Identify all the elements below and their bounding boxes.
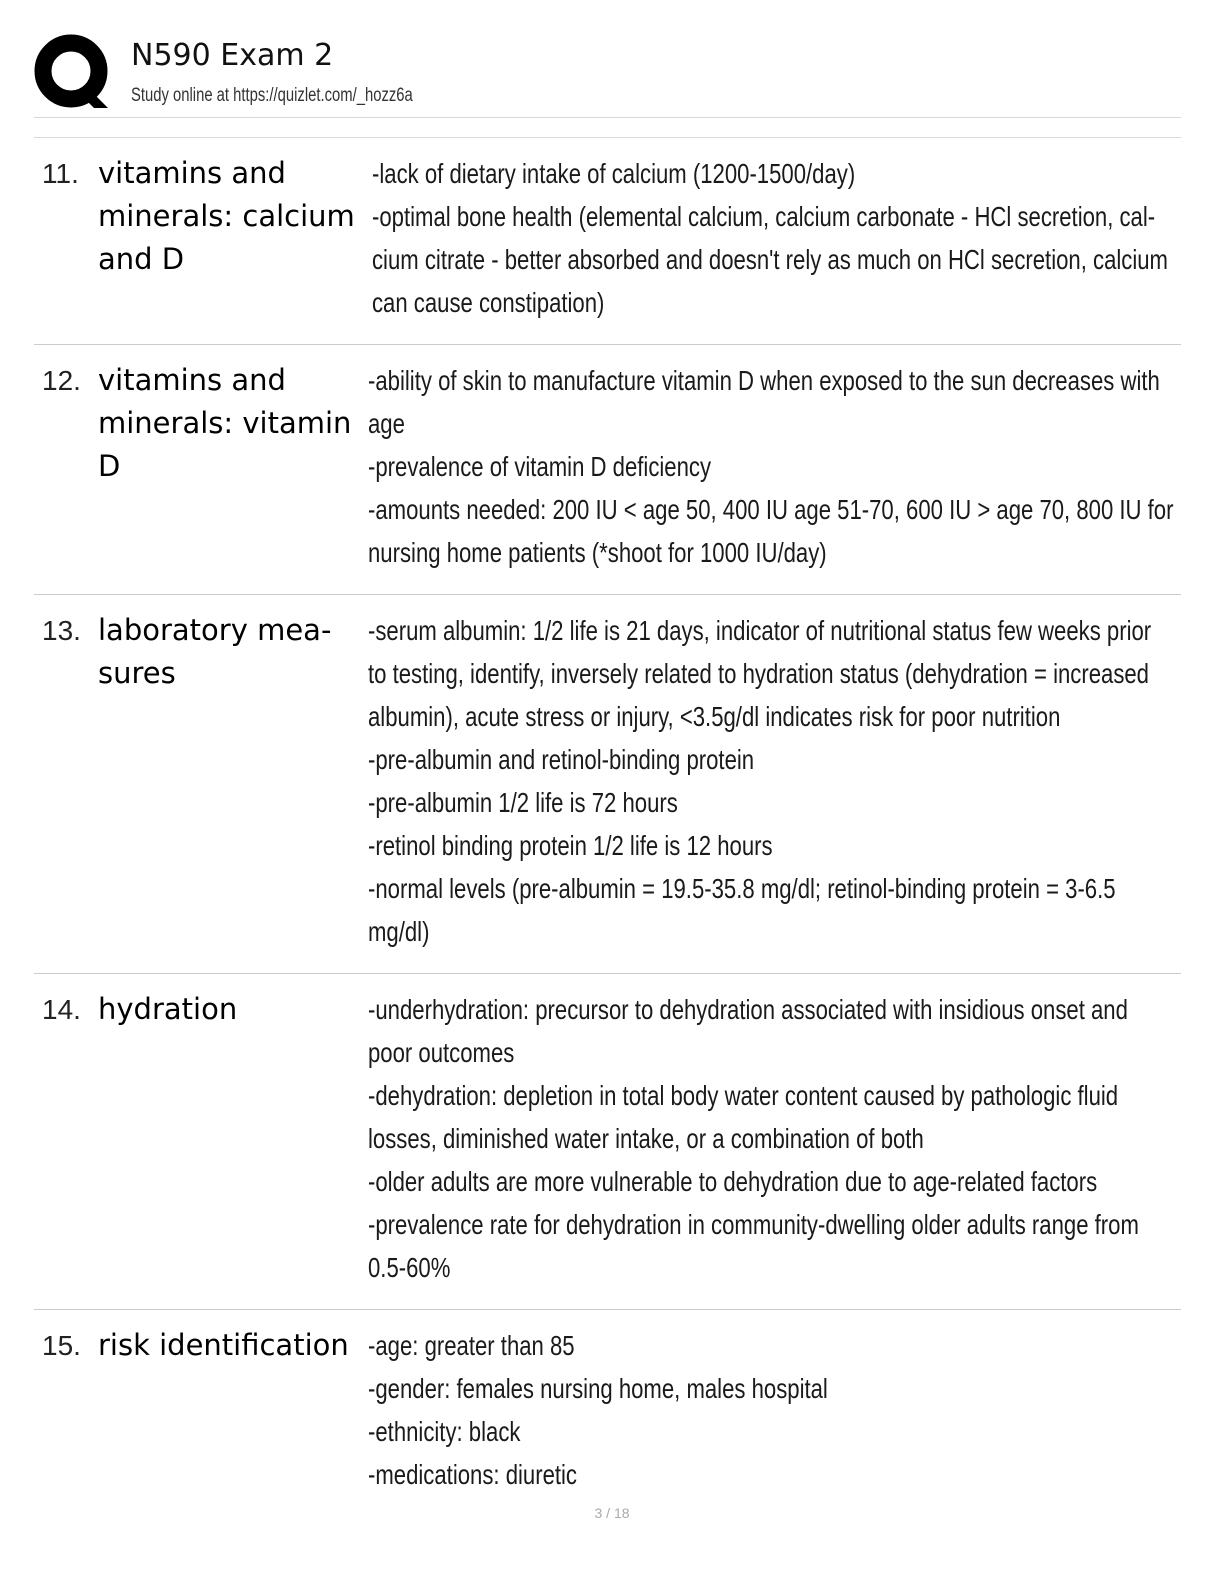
definition-line: -ability of skin to manufacture vitamin D when exposed to the sun decreases with	[368, 365, 1160, 396]
definition-line: to testing, identify, inversely related to hydration status (dehydration = increased	[368, 658, 1149, 689]
definition-line: -prevalence of vitamin D deficiency	[368, 451, 712, 482]
definition-line: age	[368, 408, 405, 439]
card-term: vitamins and minerals: calcium and D	[98, 156, 355, 276]
definition-line: -amounts needed: 200 IU < age 50, 400 IU age 51-70, 600 IU > age 70, 800 IU for	[368, 494, 1174, 525]
definition-line: poor outcomes	[368, 1037, 515, 1068]
definition-line: -retinol binding protein 1/2 life is 12 hours	[368, 830, 773, 861]
definition-line: can cause constipation)	[372, 287, 605, 318]
definition-line: losses, diminished water intake, or a combination of both	[368, 1123, 924, 1154]
card-definition	[370, 152, 1224, 324]
flashcard-row	[34, 345, 1181, 595]
definition-line: -normal levels (pre-albumin = 19.5-35.8 mg/dl; retinol-binding protein = 3-6.5	[368, 873, 1116, 904]
card-definition	[366, 988, 1224, 1289]
flashcard-row	[34, 974, 1181, 1310]
card-number: 11.	[42, 158, 79, 189]
definition-line: albumin), acute stress or injury, <3.5g/dl indicates risk for poor nutrition	[368, 701, 1061, 732]
card-term: vitamins and minerals: vitamin D	[98, 363, 352, 483]
card-term: risk identification	[98, 1328, 349, 1362]
card-number: 15.	[42, 1330, 81, 1361]
definition-line: 0.5-60%	[368, 1252, 451, 1283]
header-divider	[34, 117, 1181, 118]
flashcard-row	[34, 1310, 1181, 1516]
definition-line: -medications: diuretic	[368, 1459, 578, 1490]
definition-line: -gender: females nursing home, males hospital	[368, 1373, 828, 1404]
card-definition	[366, 1324, 1181, 1496]
page-header	[34, 34, 1184, 114]
definition-line: mg/dl)	[368, 916, 430, 947]
definition-line: -serum albumin: 1/2 life is 21 days, indicator of nutritional status few weeks prior	[368, 615, 1152, 646]
flashcard-row	[34, 138, 1181, 345]
definition-line: -dehydration: depletion in total body water content caused by pathologic fluid	[368, 1080, 1119, 1111]
definition-line: -older adults are more vulnerable to dehydration due to age-related factors	[368, 1166, 1098, 1197]
card-number: 12.	[42, 365, 81, 396]
definition-line: -optimal bone health (elemental calcium, calcium carbonate - HCl secretion, cal-	[372, 201, 1156, 232]
definition-line: -pre-albumin 1/2 life is 72 hours	[368, 787, 678, 818]
definition-line: -age: greater than 85	[368, 1330, 575, 1361]
definition-line: nursing home patients (*shoot for 1000 IU/day)	[368, 537, 827, 568]
deck-subtitle: Study online at https://quizlet.com/_hozz6a	[131, 85, 413, 106]
definition-line: -pre-albumin and retinol-binding protein	[368, 744, 755, 775]
definition-line: -underhydration: precursor to dehydration associated with insidious onset and	[368, 994, 1128, 1025]
card-number: 13.	[42, 615, 81, 646]
page-number: 3 / 18	[594, 1505, 630, 1521]
definition-line: -ethnicity: black	[368, 1416, 521, 1447]
card-definition	[366, 359, 1224, 574]
card-term: hydration	[98, 992, 238, 1026]
flashcard-row	[34, 595, 1181, 974]
definition-line: -lack of dietary intake of calcium (1200-1500/day)	[372, 158, 856, 189]
quizlet-q-logo-icon	[34, 34, 112, 112]
definition-line: -prevalence rate for dehydration in community-dwelling older adults range from	[368, 1209, 1139, 1240]
card-number: 14.	[42, 994, 81, 1025]
definition-line: cium citrate - better absorbed and doesn't rely as much on HCl secretion, calcium	[372, 244, 1168, 275]
card-term: laboratory mea-sures	[98, 613, 332, 690]
flashcard-list	[34, 138, 1181, 1516]
card-definition	[366, 609, 1224, 953]
deck-title: N590 Exam 2	[131, 38, 334, 73]
